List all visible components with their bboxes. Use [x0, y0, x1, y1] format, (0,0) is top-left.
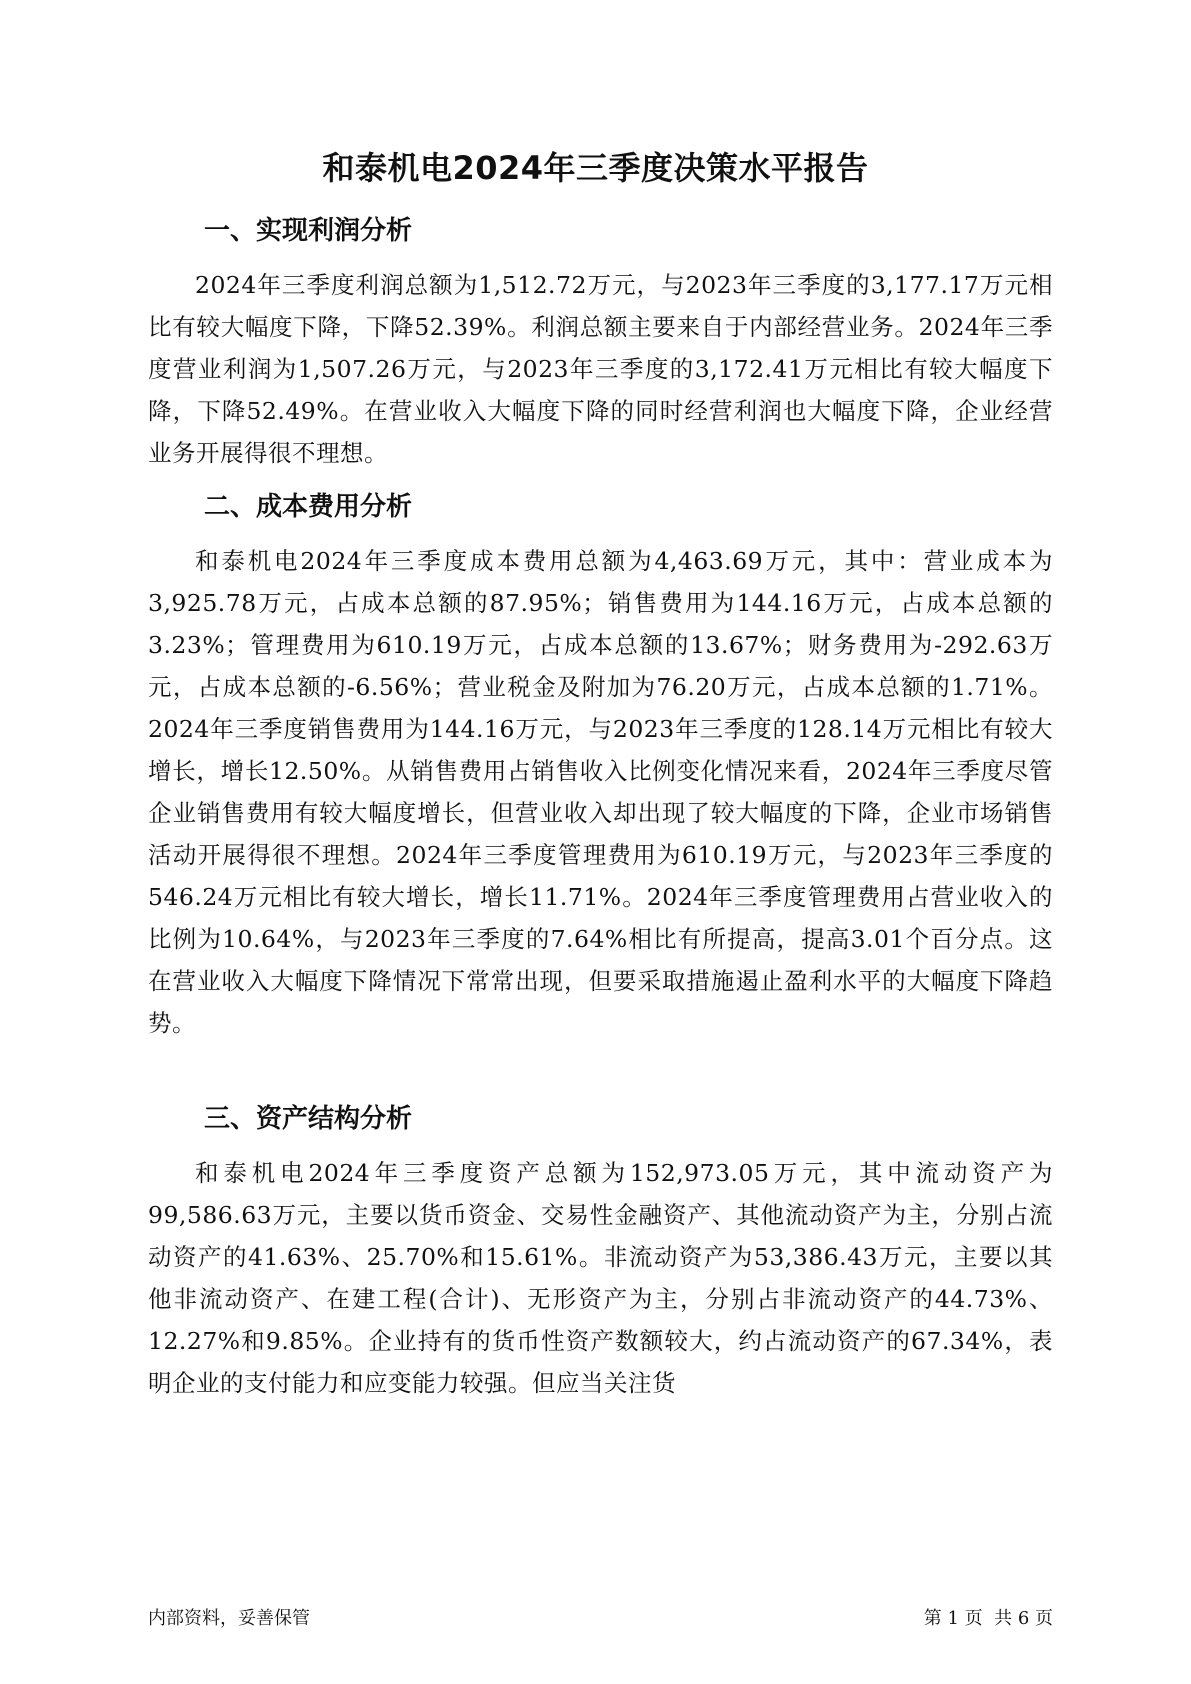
- footer-confidential-note: 内部资料，妥善保管: [148, 1608, 310, 1629]
- paragraph-cost: 和泰机电2024年三季度成本费用总额为4,463.69万元，其中：营业成本为3,925.78万元，占成本总额的87.95%；销售费用为144.16万元，占成本总额的3.23%；管理费用为610.19万元，占成本总额的13.67%；财务费用为-292.63万元，占成本总额的-6.56%；营业税金及附加为76.20万元，占成本总额的1.71%。2024年三季度销售费用为144.16万元，与2023年三季度的128.14万元相比有较大增长，增长12.50%。从销售费用占销售收入比例变化情况来看，2024年三季度尽管企业销售费用有较大幅度增长，但营业收入却出现了较大幅度的下降，企业市场销售活动开展得很不理想。2024年三季度管理费用为610.19万元，与2023年三季度的546.24万元相比有较大增长，增长11.71%。2024年三季度管理费用占营业收入的比例为10.64%，与2023年三季度的7.64%相比有所提高，提高3.01个百分点。这在营业收入大幅度下降情况下常常出现，但要采取措施遏止盈利水平的大幅度下降趋势。: [148, 547, 1053, 1037]
- section-heading-assets: 三、资产结构分析: [204, 1104, 413, 1134]
- page-title: 和泰机电2024年三季度决策水平报告: [322, 149, 869, 187]
- paragraph-assets: 和泰机电2024年三季度资产总额为152,973.05万元，其中流动资产为99,586.63万元，主要以货币资金、交易性金融资产、其他流动资产为主，分别占流动资产的41.63%、25.70%和15.61%。非流动资产为53,386.43万元，主要以其他非流动资产、在建工程(合计)、无形资产为主，分别占非流动资产的44.73%、12.27%和9.85%。企业持有的货币性资产数额较大，约占流动资产的67.34%，表明企业的支付能力和应变能力较强。但应当关注货: [148, 1159, 1053, 1397]
- section-heading-profit: 一、实现利润分析: [204, 216, 413, 246]
- section-heading-cost: 二、成本费用分析: [204, 492, 413, 522]
- footer-page-number: 第 1 页 共 6 页: [923, 1608, 1053, 1629]
- paragraph-profit: 2024年三季度利润总额为1,512.72万元，与2023年三季度的3,177.17万元相比有较大幅度下降，下降52.39%。利润总额主要来自于内部经营业务。2024年三季度营业利润为1,507.26万元，与2023年三季度的3,172.41万元相比有较大幅度下降，下降52.49%。在营业收入大幅度下降的同时经营利润也大幅度下降，企业经营业务开展得很不理想。: [148, 271, 1053, 467]
